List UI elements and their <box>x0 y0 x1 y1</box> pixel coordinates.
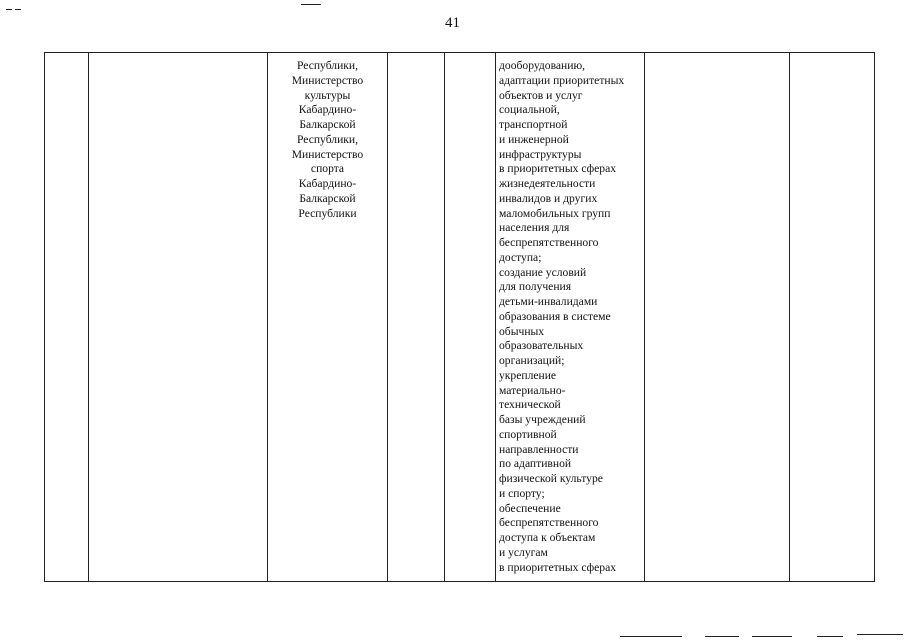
table-cell-empty <box>45 53 89 582</box>
cell-line: направленности <box>499 442 579 456</box>
page-number: 41 <box>445 15 460 31</box>
cell-line: дооборудованию, <box>499 59 586 72</box>
cell-line: социальной, <box>499 103 560 117</box>
cell-line: создание условий <box>499 265 587 279</box>
table-cell-empty <box>790 53 875 582</box>
cell-line: в приоритетных сферах <box>499 560 617 574</box>
cell-line: объектов и услуг <box>499 88 583 102</box>
cell-line: беспрепятственного <box>499 516 599 530</box>
cell-line: Республики <box>298 206 357 220</box>
cell-line: Кабардино- <box>298 177 357 190</box>
cell-line: Балкарской <box>299 118 356 131</box>
cell-line: Министерство <box>291 73 364 87</box>
cell-line: инвалидов и других <box>499 191 598 205</box>
cell-line: Балкарской <box>299 191 356 205</box>
cell-line: образовательных <box>499 339 584 353</box>
table-cell-empty <box>445 53 496 582</box>
scan-mark-top-left <box>15 9 21 10</box>
cell-line: жизнедеятельности <box>499 177 596 190</box>
scan-mark-top-left <box>6 9 12 10</box>
cell-line: доступа к объектам <box>499 531 596 544</box>
cell-line: Кабардино- <box>298 103 357 117</box>
cell-line: Республики, <box>296 59 359 72</box>
cell-line: спортивной <box>499 427 557 441</box>
cell-line: образования в системе <box>499 309 611 323</box>
cell-line: детьми-инвалидами <box>499 295 598 308</box>
cell-line: по адаптивной <box>499 457 572 471</box>
cell-line: доступа; <box>499 250 542 264</box>
scan-mark-top-center <box>301 4 321 5</box>
cell-line: обеспечение <box>499 501 561 515</box>
scan-mark-bottom <box>817 636 843 637</box>
cell-line: инфраструктуры <box>499 147 582 161</box>
cell-line: организаций; <box>499 354 565 367</box>
cell-line: укрепление <box>499 368 557 382</box>
document-table <box>44 52 875 582</box>
cell-line: базы учреждений <box>499 413 586 426</box>
cell-line: культуры <box>304 88 351 102</box>
table-cell-empty <box>645 53 790 582</box>
cell-line: Республики, <box>296 132 359 146</box>
cell-line: спорта <box>310 162 345 176</box>
cell-line: для получения <box>499 280 572 294</box>
cell-line: технической <box>499 398 561 412</box>
cell-line: обычных <box>499 324 545 338</box>
scan-mark-bottom <box>620 636 682 637</box>
cell-line: Министерство <box>291 147 364 161</box>
cell-line: в приоритетных сферах <box>499 162 617 176</box>
cell-line: транспортной <box>499 118 568 131</box>
table-cell-empty <box>89 53 268 582</box>
scan-mark-bottom <box>857 634 903 635</box>
table-cell-executors <box>268 53 388 582</box>
cell-line: беспрепятственного <box>499 236 599 249</box>
scan-mark-bottom <box>752 636 792 637</box>
cell-line: адаптации приоритетных <box>499 73 625 87</box>
table-row <box>45 53 875 582</box>
cell-line: маломобильных групп <box>499 206 611 220</box>
cell-line: и спорту; <box>499 486 545 500</box>
cell-line: физической культуре <box>499 472 603 485</box>
table-cell-empty <box>388 53 445 582</box>
scan-mark-bottom <box>705 636 739 637</box>
cell-line: материально- <box>499 383 566 397</box>
cell-line: населения для <box>499 221 570 235</box>
cell-line: и инженерной <box>499 132 569 146</box>
cell-line: и услугам <box>499 545 548 559</box>
table-cell-activities <box>496 53 645 582</box>
